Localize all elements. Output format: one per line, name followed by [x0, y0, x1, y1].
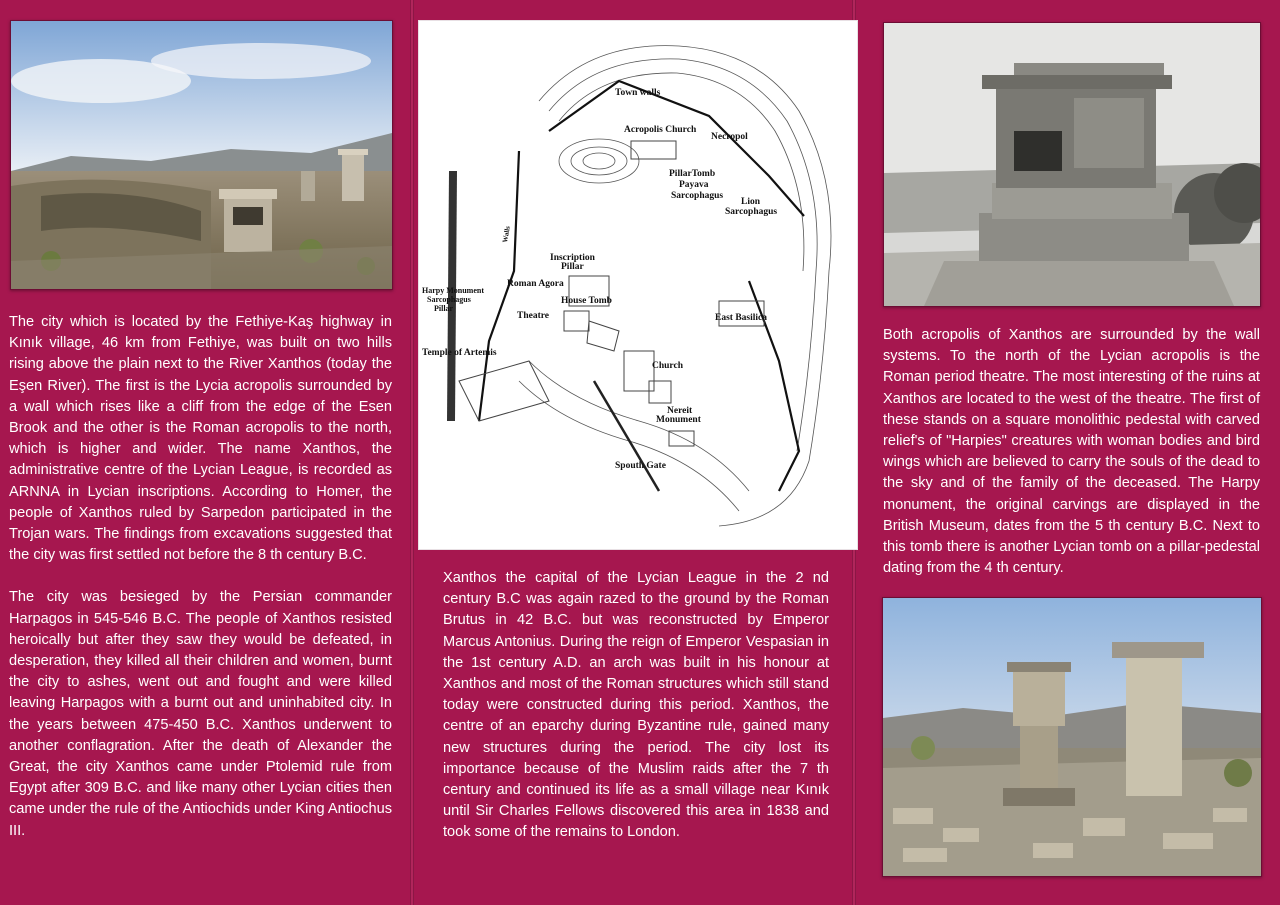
right-panel	[856, 0, 1280, 905]
middle-panel	[414, 0, 852, 905]
map-label-monument: Monument	[656, 415, 701, 425]
right-text-block	[883, 325, 1260, 600]
building-outlines	[459, 141, 764, 446]
map-label-harpy-pillar: Pillar	[434, 304, 454, 313]
map-label-roman-agora: Roman Agora	[507, 279, 564, 289]
map-label-inscription: Inscription	[550, 253, 595, 263]
pillar-tombs-photo	[882, 597, 1262, 877]
map-label-town-walls: Town walls	[615, 88, 661, 98]
middle-text-block	[443, 568, 829, 865]
map-label-lion-sarcophagus: Sarcophagus	[725, 207, 778, 217]
ruins-landscape-photo	[10, 20, 393, 290]
left-panel	[0, 0, 410, 905]
left-paragraph-1: The city which is located by the Fethiye-Kaş highway in Kınık village, 46 km from Fethiye, was built on two hills rising above the plain next to the River Xanthos (today the Eşen River). The first is the Lycia acropolis surrounded by a wall which rises like a cliff from the edge of the Esen Brook and the other is the Roman acropolis to the north, which is higher and wider. The name Xanthos, the administrative centre of the Lycian League, is recorded as ARNNA in Lycian inscriptions. According to Homer, the people of Xanthos ruled by Sarpedon participated in the Trojan wars. The findings from excavations suggested that the city was first settled not before the 8 th century B.C.	[9, 314, 392, 564]
map-label-nereit: Nereit	[667, 406, 693, 416]
site-plan-map	[418, 20, 858, 550]
map-label-sarcophagus: Sarcophagus	[671, 191, 724, 201]
map-label-walls: Walls	[501, 225, 512, 244]
map-label-payava: Payava	[679, 180, 709, 190]
map-label-harpy-monument: Harpy Monument	[422, 286, 484, 295]
harpy-monument-photo	[883, 22, 1261, 307]
left-paragraph-2: The city was besieged by the Persian commander Harpagos in 545-546 B.C. The people of Xanthos resisted heroically but after they saw they would be defeated, in desperation, they killed all their children and women, burnt the city to ashes, went out and fought and were killed leaving Harpagos with a burnt out and uninhabited city. In the years between 475-450 B.C. Xanthos underwent to another conflagration. After the death of Alexander the Great, the city Xanthos came under Ptolemid rule from Egypt after 309 B.C. and like many other Lycian cities then came under the rule of the Antiochids under King Antiochus III.	[9, 589, 392, 839]
map-label-church: Church	[652, 361, 683, 371]
map-label-harpy-sarcophagus: Sarcophagus	[427, 295, 471, 304]
map-label-necropol: Necropol	[711, 132, 748, 142]
map-label-south-gate: Spouth Gate	[615, 461, 666, 471]
map-label-theatre: Theatre	[517, 311, 550, 321]
map-label-pillar-tomb: PillarTomb	[669, 169, 716, 179]
left-text-block	[9, 312, 392, 863]
map-label-house-tomb: House Tomb	[561, 296, 612, 306]
map-label-temple-of-artemis: Temple of Artemis	[422, 348, 497, 358]
map-label-east-basilica: East Basilica	[715, 313, 767, 323]
right-paragraph-1: Both acropolis of Xanthos are surrounded by the wall systems. To the north of the Lycian acropolis is the Roman period theatre. The most interesting of the ruins at Xanthos are located to the west of the theatre. The first of these stands on a square monolithic pedestal with carved relief's of "Harpies" creatures with woman bodies and bird wings which are believed to carry the souls of the dead to the sky and of the family of the deceased. The Harpy monument, the original carvings are displayed in the British Museum, dates from the 5 th century B.C. Next to this tomb there is another Lycian tomb on a pillar-pedestal dating from the 4 th century.	[883, 327, 1260, 577]
map-label-lion: Lion	[741, 197, 761, 207]
middle-paragraph-1: Xanthos the capital of the Lycian League in the 2 nd century B.C was again razed to the ground by the Roman Brutus in 42 B.C. but was reconstructed by Emperor Marcus Antonius. During the reign of Emperor Vespasian in the 1st century A.D. an arch was built in his honour at Xanthos and most of the Roman structures which still stand today were constructed during this period. Xanthos, the centre of an eparchy during Byzantine rule, gained many new structures during the period. The city lost its importance because of the Muslim raids after the 7 th century and continued its life as a small village near Kınık until Sir Charles Fellows discovered this area in 1838 and took some of the remains to London.	[443, 570, 829, 841]
map-label-inscription-pillar: Pillar	[561, 262, 584, 272]
map-label-acropolis-church: Acropolis Church	[624, 125, 697, 135]
